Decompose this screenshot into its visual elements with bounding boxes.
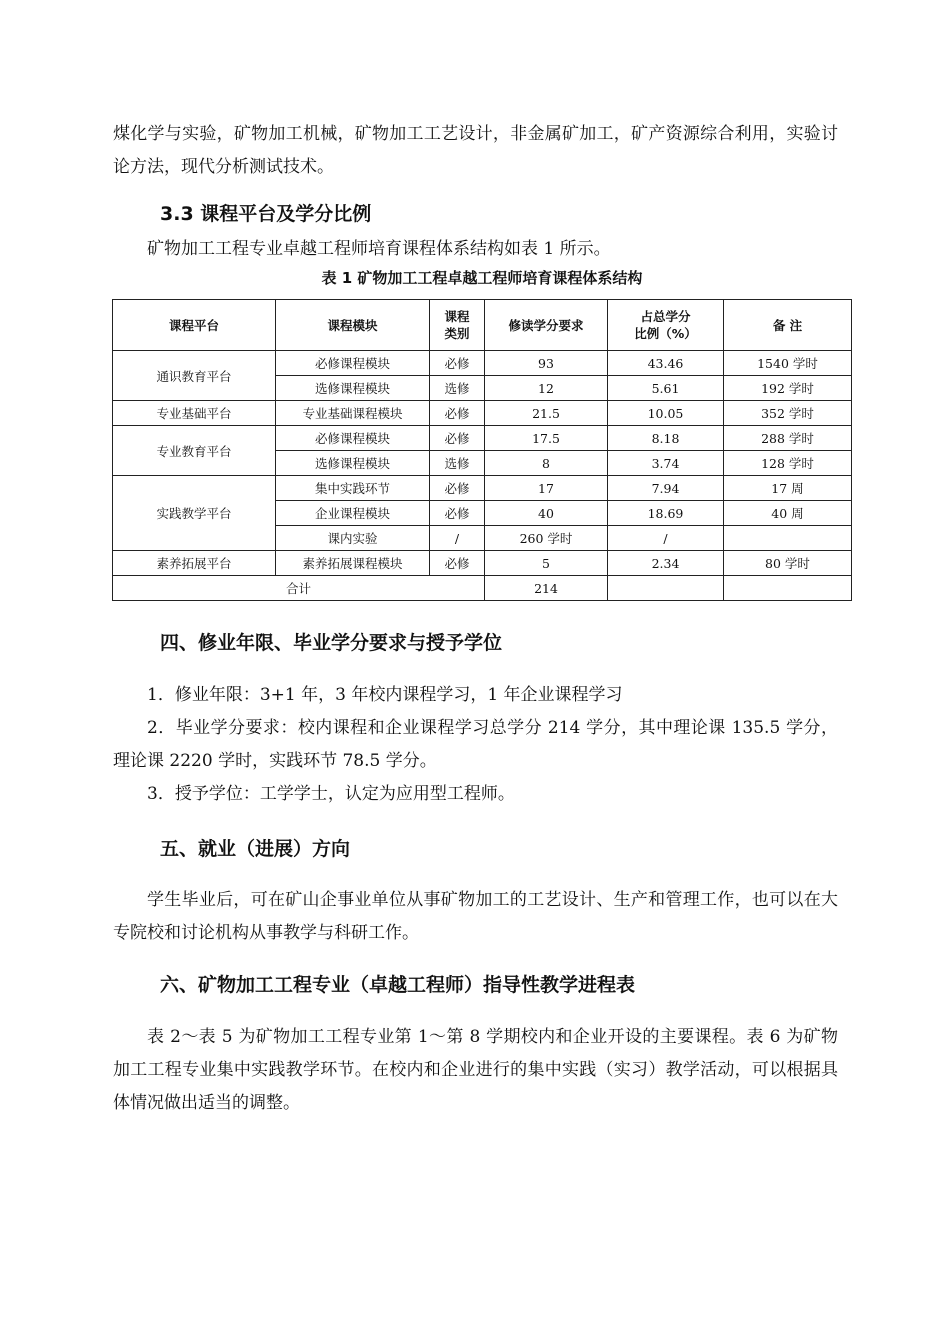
module-cell: 选修课程模块 <box>276 451 430 476</box>
module-cell: 企业课程模块 <box>276 501 430 526</box>
platform-cell: 专业基础平台 <box>113 401 276 426</box>
ratio-cell: 5.61 <box>608 376 724 401</box>
total-label-cell: 合计 <box>113 576 485 601</box>
note-cell: 17 周 <box>724 476 852 501</box>
header-ratio: 占总学分 比例（%） <box>608 300 724 351</box>
platform-cell: 通识教育平台 <box>113 351 276 401</box>
module-cell: 专业基础课程模块 <box>276 401 430 426</box>
note-cell: 128 学时 <box>724 451 852 476</box>
credits-cell: 93 <box>485 351 608 376</box>
section-5-heading: 五、就业（进展）方向 <box>160 838 351 860</box>
credits-cell: 12 <box>485 376 608 401</box>
platform-cell: 素养拓展平台 <box>113 551 276 576</box>
total-note-cell <box>724 576 852 601</box>
header-credits: 修读学分要求 <box>485 300 608 351</box>
table-row <box>113 351 852 376</box>
note-cell <box>724 526 852 551</box>
note-cell: 192 学时 <box>724 376 852 401</box>
note-cell: 40 周 <box>724 501 852 526</box>
ratio-cell: 18.69 <box>608 501 724 526</box>
ratio-cell: 7.94 <box>608 476 724 501</box>
credits-cell: 17 <box>485 476 608 501</box>
credits-cell: 8 <box>485 451 608 476</box>
header-note: 备 注 <box>724 300 852 351</box>
type-cell: 必修 <box>430 501 485 526</box>
table-row <box>113 476 852 501</box>
header-module: 课程模块 <box>276 300 430 351</box>
type-cell: 必修 <box>430 401 485 426</box>
type-cell: 必修 <box>430 426 485 451</box>
list-item: 3．授予学位：工学学士，认定为应用型工程师。 <box>147 784 515 804</box>
section-4-list <box>113 679 838 811</box>
table-row <box>113 426 852 451</box>
type-cell: 选修 <box>430 451 485 476</box>
header-platform: 课程平台 <box>113 300 276 351</box>
ratio-cell: 10.05 <box>608 401 724 426</box>
table-1 <box>112 299 852 601</box>
ratio-cell: 8.18 <box>608 426 724 451</box>
module-cell: 课内实验 <box>276 526 430 551</box>
section-6-heading: 六、矿物加工工程专业（卓越工程师）指导性教学进程表 <box>160 974 636 996</box>
platform-cell: 专业教育平台 <box>113 426 276 476</box>
table-total-row <box>113 576 852 601</box>
note-cell: 1540 学时 <box>724 351 852 376</box>
intro-paragraph: 煤化学与实验，矿物加工机械，矿物加工工艺设计，非金属矿加工，矿产资源综合利用，实验讨论方法，现代分析测试技术。 <box>113 124 838 177</box>
table-row <box>113 401 852 426</box>
section-3-3-text: 矿物加工工程专业卓越工程师培育课程体系结构如表 1 所示。 <box>147 239 611 259</box>
header-type: 课程 类别 <box>430 300 485 351</box>
type-cell: 必修 <box>430 476 485 501</box>
module-cell: 素养拓展课程模块 <box>276 551 430 576</box>
table-1-caption: 表 1 矿物加工工程卓越工程师培育课程体系结构 <box>321 269 643 287</box>
ratio-cell: / <box>608 526 724 551</box>
credits-cell: 40 <box>485 501 608 526</box>
section-6-text: 表 2～表 5 为矿物加工工程专业第 1～第 8 学期校内和企业开设的主要课程。表 6 为矿物加工工程专业集中实践教学环节。在校内和企业进行的集中实践（实习）教学活动，可以根据具体情况做出适当的调整。 <box>113 1027 838 1113</box>
module-cell: 必修课程模块 <box>276 426 430 451</box>
module-cell: 集中实践环节 <box>276 476 430 501</box>
module-cell: 选修课程模块 <box>276 376 430 401</box>
list-item: 1．修业年限：3+1 年，3 年校内课程学习，1 年企业课程学习 <box>147 685 623 705</box>
credits-cell: 17.5 <box>485 426 608 451</box>
type-cell: 必修 <box>430 551 485 576</box>
note-cell: 80 学时 <box>724 551 852 576</box>
section-4-heading: 四、修业年限、毕业学分要求与授予学位 <box>160 632 503 654</box>
type-cell: 必修 <box>430 351 485 376</box>
credits-cell: 5 <box>485 551 608 576</box>
note-cell: 288 学时 <box>724 426 852 451</box>
section-5-text: 学生毕业后，可在矿山企事业单位从事矿物加工的工艺设计、生产和管理工作，也可以在大专院校和讨论机构从事教学与科研工作。 <box>113 890 838 943</box>
table-row <box>113 551 852 576</box>
note-cell: 352 学时 <box>724 401 852 426</box>
ratio-cell: 2.34 <box>608 551 724 576</box>
type-cell: / <box>430 526 485 551</box>
module-cell: 必修课程模块 <box>276 351 430 376</box>
credits-cell: 21.5 <box>485 401 608 426</box>
table-header-row <box>113 300 852 351</box>
type-cell: 选修 <box>430 376 485 401</box>
ratio-cell: 43.46 <box>608 351 724 376</box>
platform-cell: 实践教学平台 <box>113 476 276 551</box>
section-3-3-heading: 3.3 课程平台及学分比例 <box>160 203 372 225</box>
total-ratio-cell <box>608 576 724 601</box>
ratio-cell: 3.74 <box>608 451 724 476</box>
list-item: 2．毕业学分要求：校内课程和企业课程学习总学分 214 学分，其中理论课 135.5 学分，理论课 2220 学时，实践环节 78.5 学分。 <box>113 718 838 771</box>
credits-cell: 260 学时 <box>485 526 608 551</box>
total-credits-cell: 214 <box>485 576 608 601</box>
